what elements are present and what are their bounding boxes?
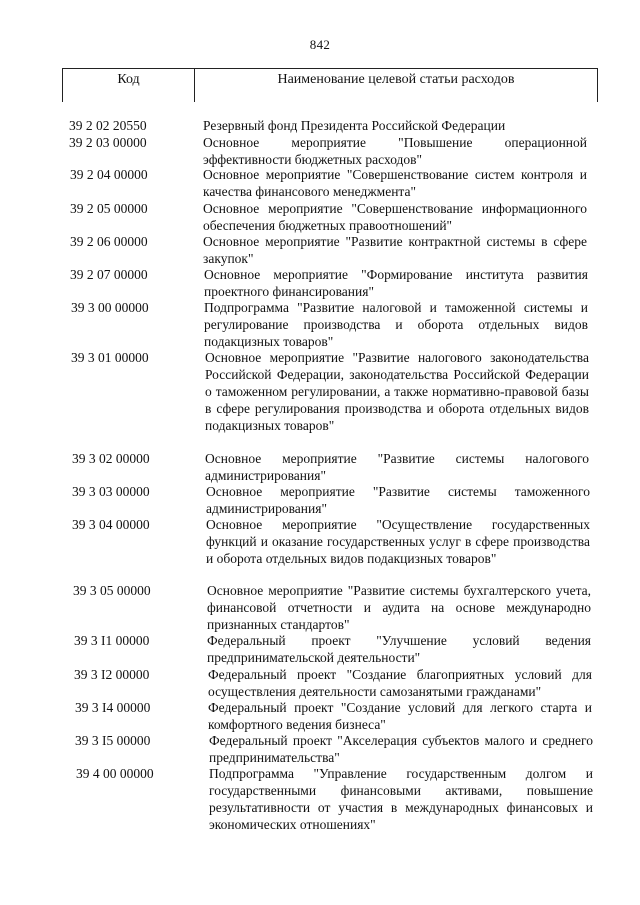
row-code: 39 3 00 00000 [71, 300, 149, 315]
row-name: Основное мероприятие "Осуществление государственных функций и оказание государственных услуг в сфере производства и оборота отдельных видов подакцизных товаров" [206, 517, 590, 566]
row-name: Федеральный проект "Улучшение условий ведения предпринимательской деятельности" [207, 633, 591, 665]
code-column-header: Код [117, 72, 140, 87]
row-code: 39 3 I5 00000 [75, 733, 151, 748]
row-code: 39 3 05 00000 [73, 583, 151, 598]
row-code: 39 2 03 00000 [69, 135, 147, 150]
row-name: Федеральный проект "Создание условий для легкого старта и комфортного ведения бизнеса" [208, 700, 592, 732]
row-code: 39 4 00 00000 [76, 766, 154, 781]
row-name: Основное мероприятие "Совершенствование систем контроля и качества финансового менеджмента" [203, 167, 587, 199]
row-code: 39 3 I4 00000 [75, 700, 151, 715]
row-code: 39 2 06 00000 [70, 234, 148, 249]
row-name: Основное мероприятие "Развитие системы таможенного администрирования" [206, 484, 590, 516]
row-name: Основное мероприятие "Повышение операционной эффективности бюджетных расходов" [203, 135, 587, 167]
page-number: 842 [309, 37, 331, 52]
row-code: 39 2 02 20550 [69, 118, 147, 133]
row-name: Подпрограмма "Управление государственным долгом и государственными финансовыми активами, повышение результативности от участия в международных финансовых и экономических отношениях" [209, 766, 593, 832]
row-name: Основное мероприятие "Развитие налогового законодательства Российской Федерации, законодательства Российской Федерации о таможенном регулировании, а также нормативно-правовой базы в сфере регулирования производства и оборота отдельных видов подакцизных товаров" [205, 350, 589, 433]
row-code: 39 2 04 00000 [70, 167, 148, 182]
row-code: 39 3 04 00000 [72, 517, 150, 532]
row-name: Основное мероприятие "Формирование института развития проектного финансирования" [204, 267, 588, 299]
row-name: Подпрограмма "Развитие налоговой и таможенной системы и регулирование производства и оборота отдельных видов подакцизных товаров" [204, 300, 588, 349]
row-code: 39 3 01 00000 [71, 350, 149, 365]
row-name: Основное мероприятие "Развитие системы налогового администрирования" [205, 451, 589, 483]
row-name: Федеральный проект "Создание благоприятных условий для осуществления деятельности самозанятыми гражданами" [208, 667, 592, 699]
row-name: Резервный фонд Президента Российской Федерации [203, 118, 506, 133]
row-name: Основное мероприятие "Совершенствование информационного обеспечения бюджетных правоотношений" [203, 201, 587, 233]
row-name: Основное мероприятие "Развитие контрактной системы в сфере закупок" [203, 234, 587, 266]
name-column-header: Наименование целевой статьи расходов [277, 72, 515, 87]
row-code: 39 2 07 00000 [70, 267, 148, 282]
row-code: 39 3 02 00000 [72, 451, 150, 466]
row-code: 39 2 05 00000 [70, 201, 148, 216]
table-header [62, 68, 598, 102]
row-name: Основное мероприятие "Развитие системы бухгалтерского учета, финансовой отчетности и аудита на основе международно признанных стандартов" [207, 583, 591, 632]
row-code: 39 3 03 00000 [72, 484, 150, 499]
row-code: 39 3 I2 00000 [74, 667, 150, 682]
row-code: 39 3 I1 00000 [74, 633, 150, 648]
row-name: Федеральный проект "Акселерация субъектов малого и среднего предпринимательства" [209, 733, 593, 765]
